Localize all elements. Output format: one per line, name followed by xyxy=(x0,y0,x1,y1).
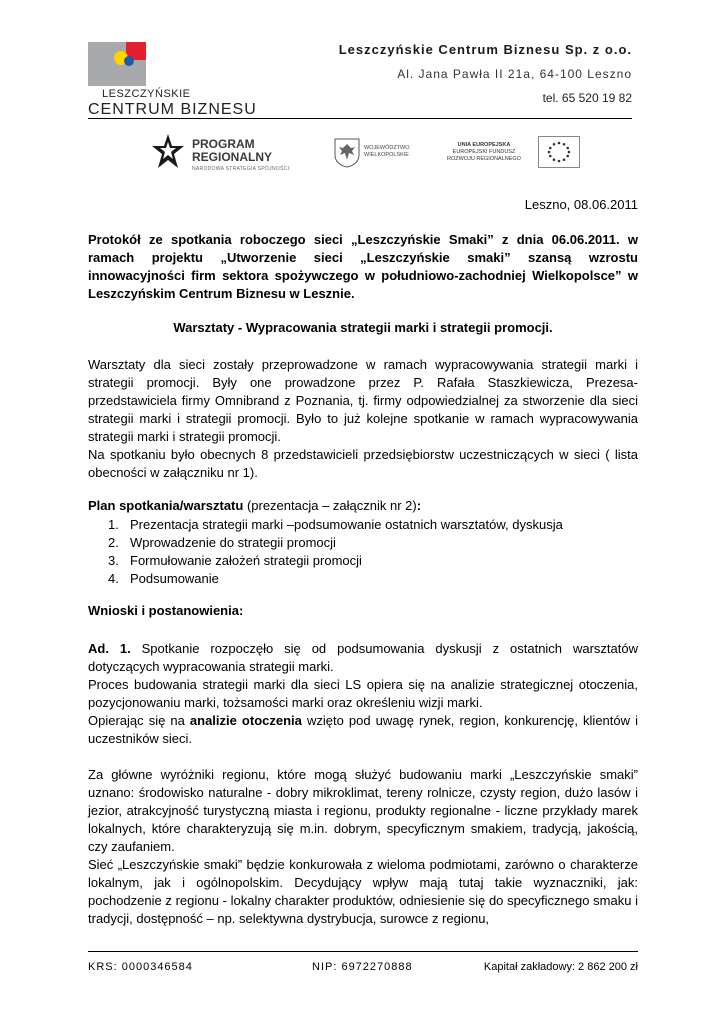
plan-heading xyxy=(88,498,421,513)
list-item-text: Formułowanie założeń strategii promocji xyxy=(130,553,362,568)
plan-note: (prezentacja – załącznik nr 2) xyxy=(243,498,417,513)
list-item xyxy=(88,552,563,570)
eu-flag-icon xyxy=(538,136,580,168)
company-logo xyxy=(88,42,257,120)
ad1-label: Ad. 1. xyxy=(88,641,131,656)
list-item-text: Podsumowanie xyxy=(130,571,219,586)
partner-logos xyxy=(150,130,580,176)
voivodeship-line1: WOJEWÓDZTWO xyxy=(364,145,410,151)
env-text-bold: analizie otoczenia xyxy=(189,713,302,728)
list-item xyxy=(88,534,563,552)
list-item-number: 4. xyxy=(108,571,119,586)
company-address: Al. Jana Pawła II 21a, 64-100 Leszno xyxy=(397,67,632,81)
document-title: Protokół ze spotkania roboczego sieci „Leszczyńskie Smaki” z dnia 06.06.2011. w ramach projektu „Utworzenie sieci „Leszczyńskie smaki” szansą wzrostu innowacyjności firm sektora spożywczego w południowo-zachodniej Wielkopolsce” w Leszczyńskim Centrum Biznesu w Lesznie. xyxy=(88,232,638,301)
footer-divider xyxy=(88,951,638,952)
list-item-number: 3. xyxy=(108,553,119,568)
env-text-c: wzięto pod uwagę rynek, region, konkurencję, klientów i uczestników sieci. xyxy=(88,713,638,746)
program-line3: NARODOWA STRATEGIA SPÓJNOŚCI xyxy=(192,166,290,172)
list-item-number: 2. xyxy=(108,535,119,550)
voivodeship-line2: WIELKOPOLSKIE xyxy=(364,152,409,158)
list-item-text: Prezentacja strategii marki –podsumowanie ostatnich warsztatów, dyskusja xyxy=(130,517,563,532)
plan-label: Plan spotkania/warsztatu xyxy=(88,498,244,513)
eu-label xyxy=(436,142,532,163)
document-date: Leszno, 08.06.2011 xyxy=(524,197,638,212)
attendance-paragraph: Na spotkaniu było obecnych 8 przedstawicieli przedsiębiorstw uczestniczących w sieci ( lista obecności w załączniku nr 1). xyxy=(88,447,638,480)
wielkopolska-crest-icon xyxy=(334,138,360,168)
eu-line2: EUROPEJSKI FUNDUSZ xyxy=(452,149,516,155)
program-line1: PROGRAM xyxy=(192,137,255,151)
header-divider xyxy=(88,118,632,119)
logo-text-line1: LESZCZYŃSKIE xyxy=(102,88,191,100)
intro-paragraph: Warsztaty dla sieci zostały przeprowadzone w ramach wypracowywania strategii marki i strategii promocji. Były one prowadzone przez P. Rafała Staszkiewicza, Prezesa-przedstawiciela firmy Omnibrand z Poznania, tj. firmy odpowiedzialnej za stworzenie dla sieci strategii marki i strategii promocji. Było to już kolejne spotkanie w ramach wypracowywania strategii marki i strategii promocji. xyxy=(88,357,638,444)
competition-paragraph: Sieć „Leszczyńskie smaki” będzie konkurowała z wieloma podmiotami, zarówno o charakterze lokalnym, jak i ogólnopolskim. Decydujący wpływ mają tutaj takie wyznaczniki, jak: pochodzenie z regionu - lokalny charakter produktów, odniesienie się do specyficznego smaku i tradycji, dostępność – np. selektywna dystrybucja, surowce z regionu, xyxy=(88,857,638,926)
brand-process-paragraph: Proces budowania strategii marki dla sieci LS opiera się na analizie strategicznej otoczenia, pozycjonowaniu marki, tożsamości marki oraz określeniu wizji marki. xyxy=(88,677,638,710)
environment-analysis-paragraph xyxy=(88,712,638,748)
company-phone: tel. 65 520 19 82 xyxy=(542,91,632,105)
list-item-number: 1. xyxy=(108,517,119,532)
program-line2: REGIONALNY xyxy=(192,150,273,164)
program-regionalny-star-icon xyxy=(150,132,186,172)
footer-capital: Kapitał zakładowy: 2 862 200 zł xyxy=(483,961,638,973)
program-regionalny-logo xyxy=(192,138,289,172)
ad1-text: Spotkanie rozpoczęło się od podsumowania dyskusji z ostatnich warsztatów dotyczących wypracowania strategii marki. xyxy=(88,641,638,674)
plan-list xyxy=(88,516,563,588)
company-name: Leszczyńskie Centrum Biznesu Sp. z o.o. xyxy=(338,42,632,57)
list-item xyxy=(88,516,563,534)
workshop-subtitle: Warsztaty - Wypracowania strategii marki i strategii promocji. xyxy=(173,320,553,335)
region-paragraph: Za główne wyróżniki regionu, które mogą służyć budowaniu marki „Leszczyńskie smaki” uznano: środowisko naturalne - dobry mikroklimat, tereny rolnicze, czysty region, dużo lasów i jezior, atrakcyjność turystyczną miasta i regionu, produkty regionalne - liczne przykłady marek lokalnych, które charakteryzują się m.in. dobrym, specyficznym smakiem, tradycją, jakością, czy zaufaniem. xyxy=(88,767,638,854)
plan-colon: : xyxy=(416,498,422,513)
conclusions-heading: Wnioski i postanowienia: xyxy=(88,603,244,618)
footer-nip: NIP: 6972270888 xyxy=(312,961,413,973)
voivodeship-label xyxy=(364,145,410,159)
company-info xyxy=(339,42,632,105)
list-item xyxy=(88,570,563,588)
logo-text-line2: CENTRUM BIZNESU xyxy=(88,101,257,118)
ad1-paragraph xyxy=(88,640,638,676)
eu-line1: UNIA EUROPEJSKA xyxy=(457,142,511,148)
logo-blue-dot xyxy=(124,56,134,66)
footer-krs: KRS: 0000346584 xyxy=(88,961,193,973)
env-text-a: Opierając się na xyxy=(88,713,190,728)
eu-line3: ROZWOJU REGIONALNEGO xyxy=(447,156,521,162)
list-item-text: Wprowadzenie do strategii promocji xyxy=(130,535,336,550)
